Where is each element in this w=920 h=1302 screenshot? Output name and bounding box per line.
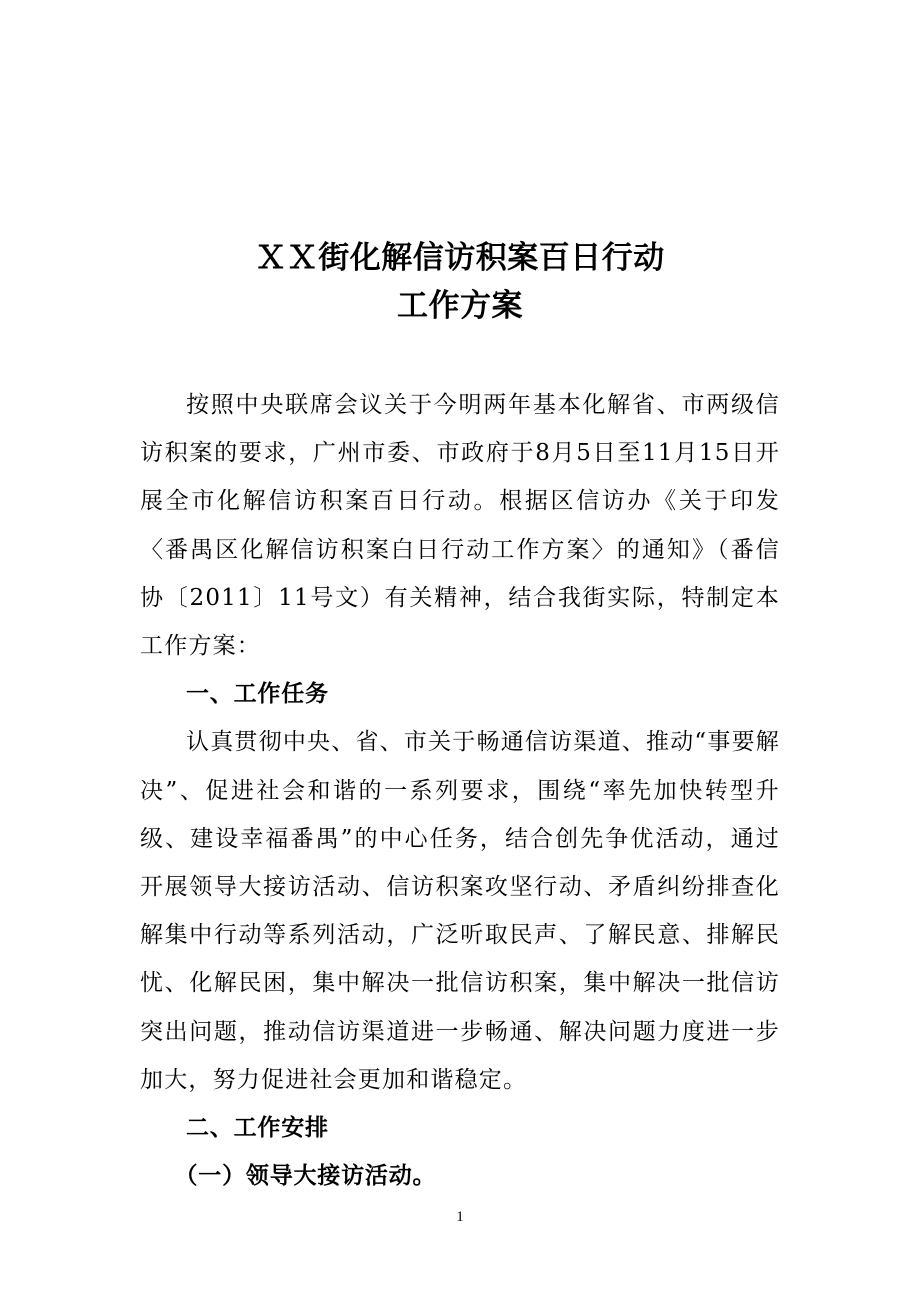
intro-paragraph: 按照中央联席会议关于今明两年基本化解省、市两级信访积案的要求，广州市委、市政府于8月5日至11月15日开展全市化解信访积案百日行动。根据区信访办《关于印发〈番禺区化解信访积案白日行动工作方案〉的通知》（番信协〔2011〕11号文）有关精神，结合我街实际，特制定本工作方案： — [140, 392, 780, 660]
section-2-heading: 二、工作安排 — [186, 1115, 329, 1142]
section-1-paragraph: 认真贯彻中央、省、市关于畅通信访渠道、推动“事要解决”、促进社会和谐的一系列要求，围绕“率先加快转型升级、建设幸福番禺”的中心任务，结合创先争优活动，通过开展领导大接访活动、信访积案攻坚行动、矛盾纠纷排查化解集中行动等系列活动，广泛听取民声、了解民意、排解民忧、化解民困，集中解决一批信访积案，集中解决一批信访突出问题，推动信访渠道进一步畅通、解决问题力度进一步加大，努力促进社会更加和谐稳定。 — [140, 729, 780, 1093]
document-title-line-2: 工作方案 — [397, 288, 523, 324]
section-1-heading: 一、工作任务 — [186, 681, 329, 708]
document-body — [140, 381, 780, 1200]
document-title-line-1: ＸＸ街化解信访积案百日行动 — [255, 240, 665, 276]
page-number: 1 — [456, 1209, 464, 1225]
subsection-1-heading: （一）领导大接访活动。 — [174, 1163, 437, 1190]
